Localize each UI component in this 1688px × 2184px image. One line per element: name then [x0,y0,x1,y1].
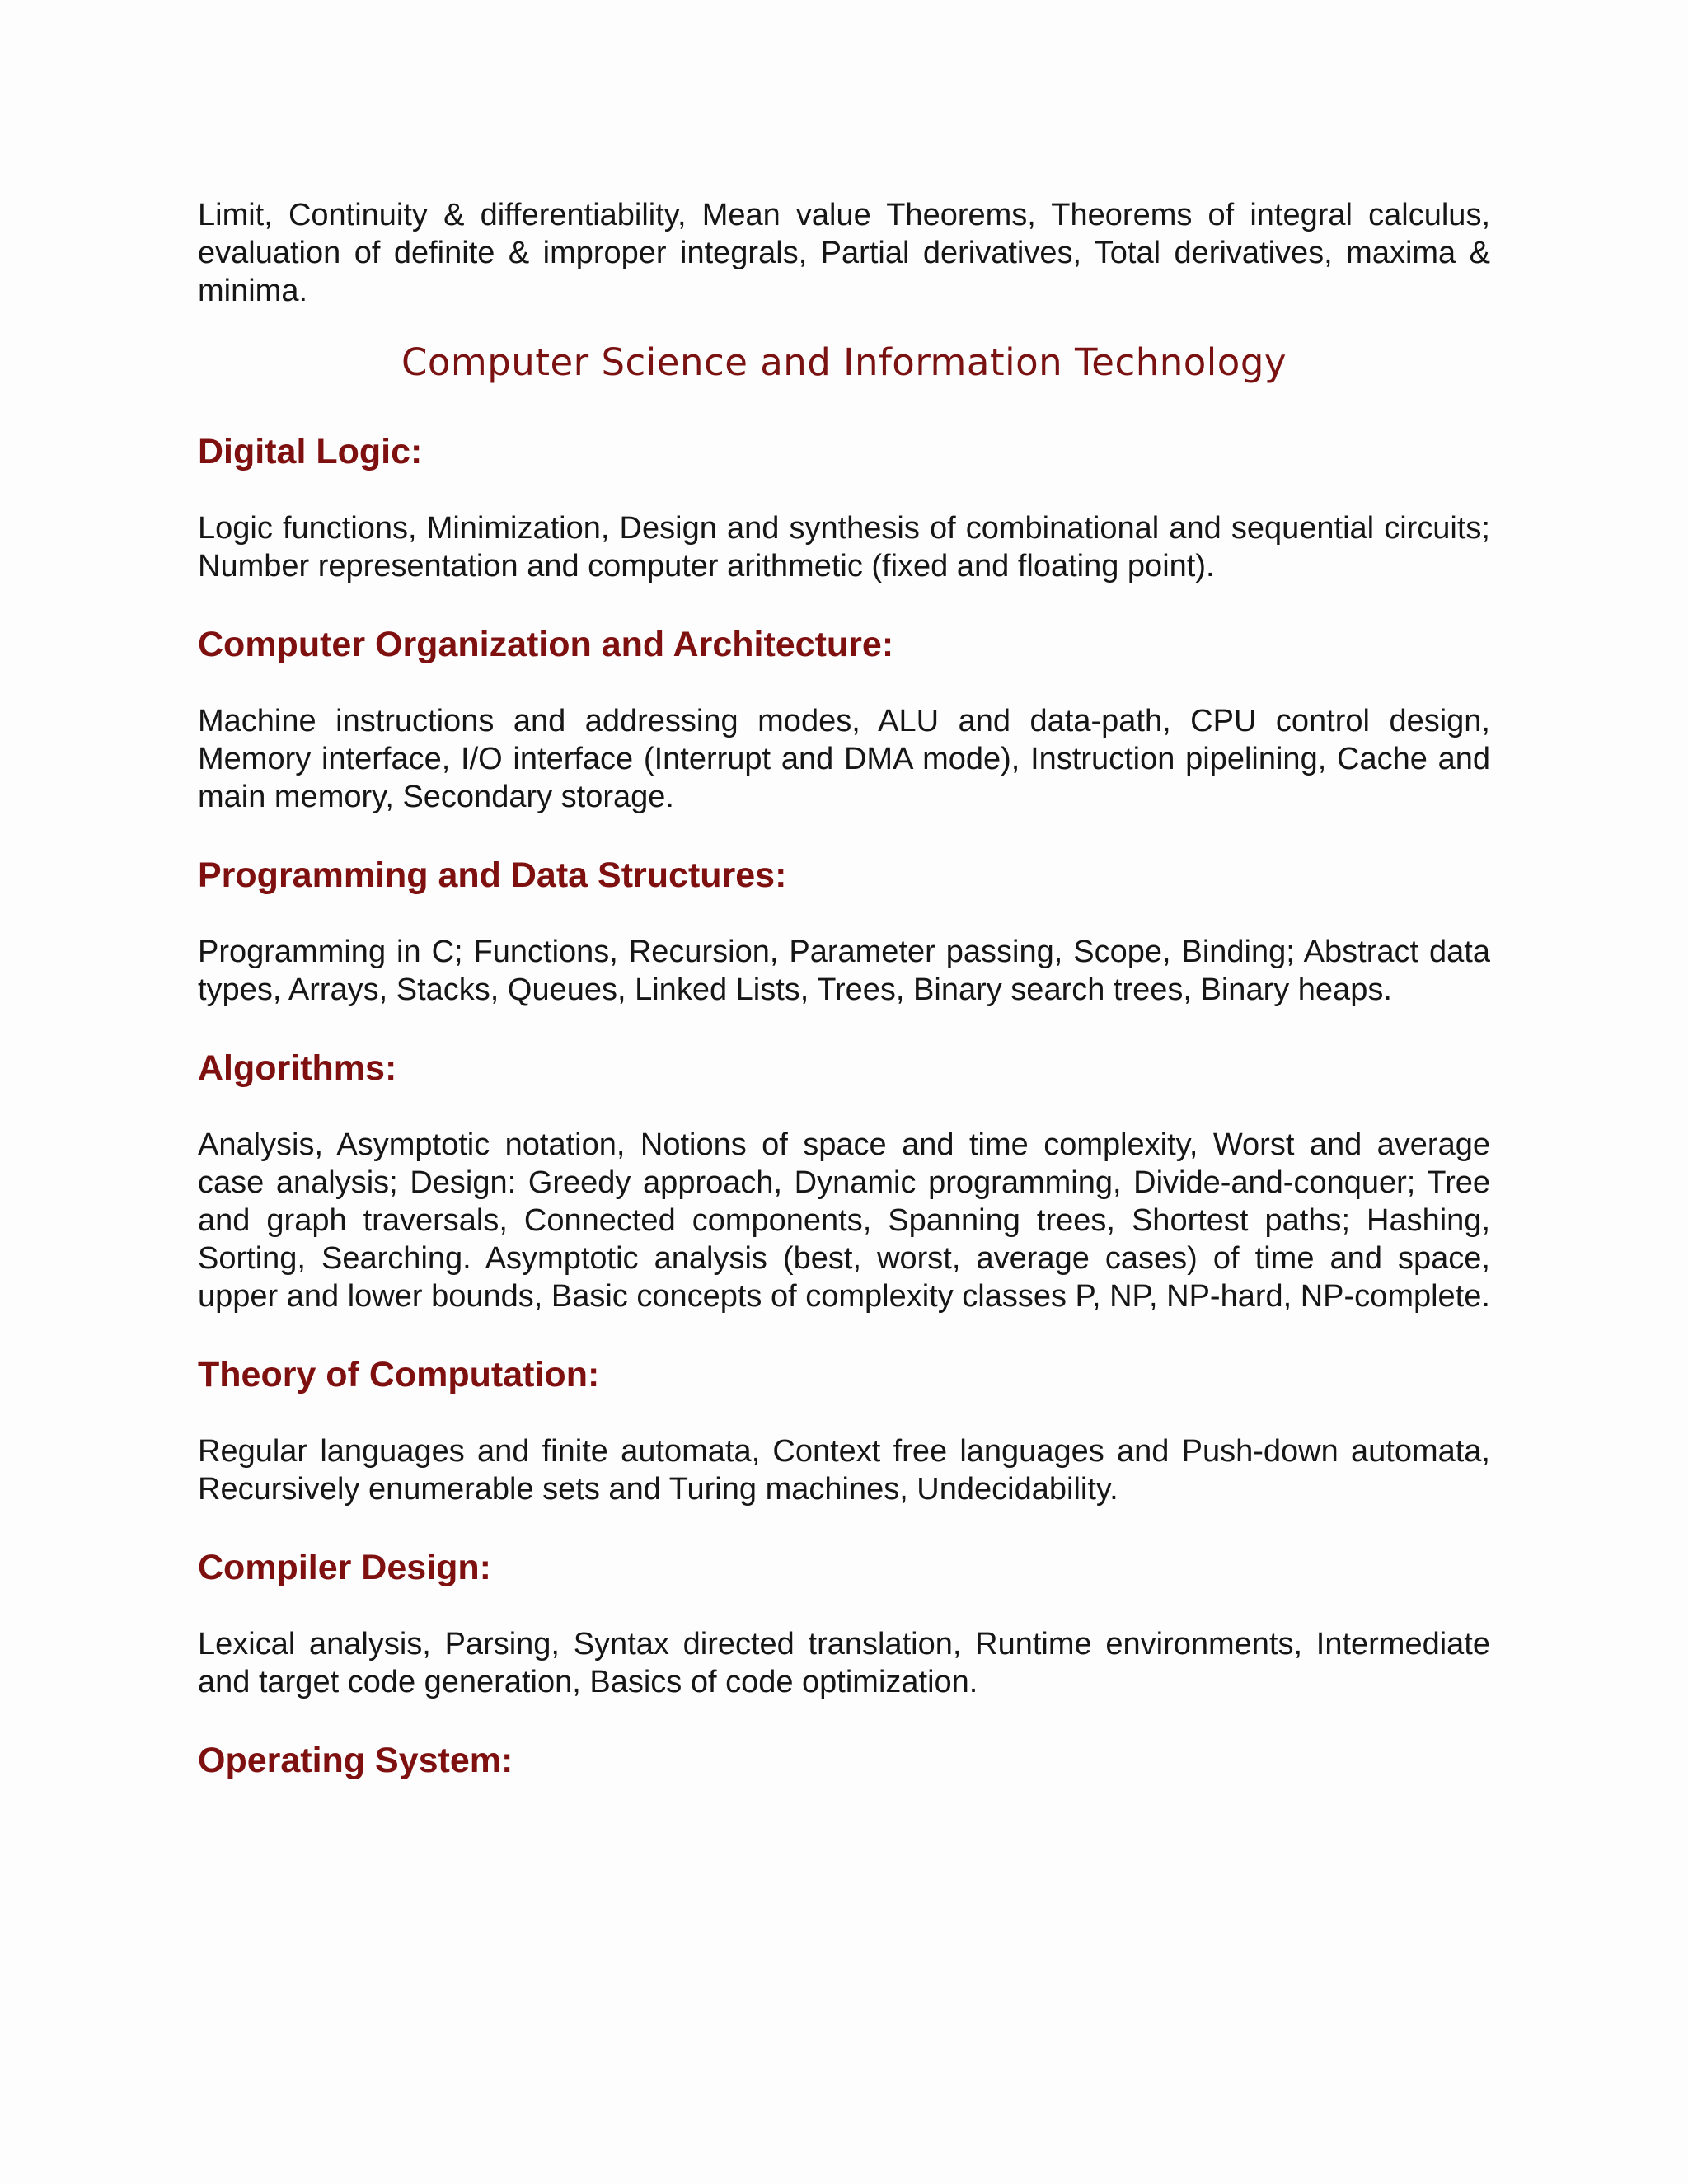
section-body: Lexical analysis, Parsing, Syntax directed translation, Runtime environments, Intermediate and target code generation, Basics of code optimization. [198,1627,1490,1699]
section-theory-of-computation [198,1353,1490,1508]
intro-paragraph: Limit, Continuity & differentiability, Mean value Theorems, Theorems of integral calculus, evaluation of definite & improper integrals, Partial derivatives, Total derivatives, maxima & minima. [198,198,1490,308]
section-body: Logic functions, Minimization, Design and synthesis of combinational and sequential circuits; Number representation and computer arithmetic (fixed and floating point). [198,511,1490,583]
section-body: Regular languages and finite automata, Context free languages and Push-down automata, Recursively enumerable sets and Turing machines, Undecidability. [198,1434,1490,1507]
section-body: Analysis, Asymptotic notation, Notions of space and time complexity, Worst and average case analysis; Design: Greedy approach, Dynamic programming, Divide-and-conquer; Tree and graph traversals, Connected components, Spanning trees, Shortest paths; Hashing, Sorting, Searching. Asymptotic analysis (best, worst, average cases) of time and space, upper and lower bounds, Basic concepts of complexity classes P, NP, NP-hard, NP-complete. [198,1127,1490,1314]
section-digital-logic [198,430,1490,585]
section-programming-data-structures [198,854,1490,1009]
section-heading: Computer Organization and Architecture: [198,625,894,664]
document-title: Computer Science and Information Technology [401,340,1287,384]
document-page [198,196,1490,1820]
section-heading: Programming and Data Structures: [198,855,787,895]
section-heading: Operating System: [198,1741,513,1780]
section-heading: Digital Logic: [198,432,423,471]
section-heading: Compiler Design: [198,1548,491,1587]
section-heading: Algorithms: [198,1048,397,1088]
section-body: Machine instructions and addressing modes, ALU and data-path, CPU control design, Memory interface, I/O interface (Interrupt and DMA mode), Instruction pipelining, Cache and main memory, Secondary storage. [198,704,1490,814]
section-heading: Theory of Computation: [198,1355,600,1394]
section-computer-organization [198,623,1490,816]
section-algorithms [198,1047,1490,1315]
section-body: Programming in C; Functions, Recursion, Parameter passing, Scope, Binding; Abstract data types, Arrays, Stacks, Queues, Linked Lists, Trees, Binary search trees, Binary heaps. [198,935,1490,1007]
section-operating-system [198,1739,1490,1782]
section-compiler-design [198,1546,1490,1701]
